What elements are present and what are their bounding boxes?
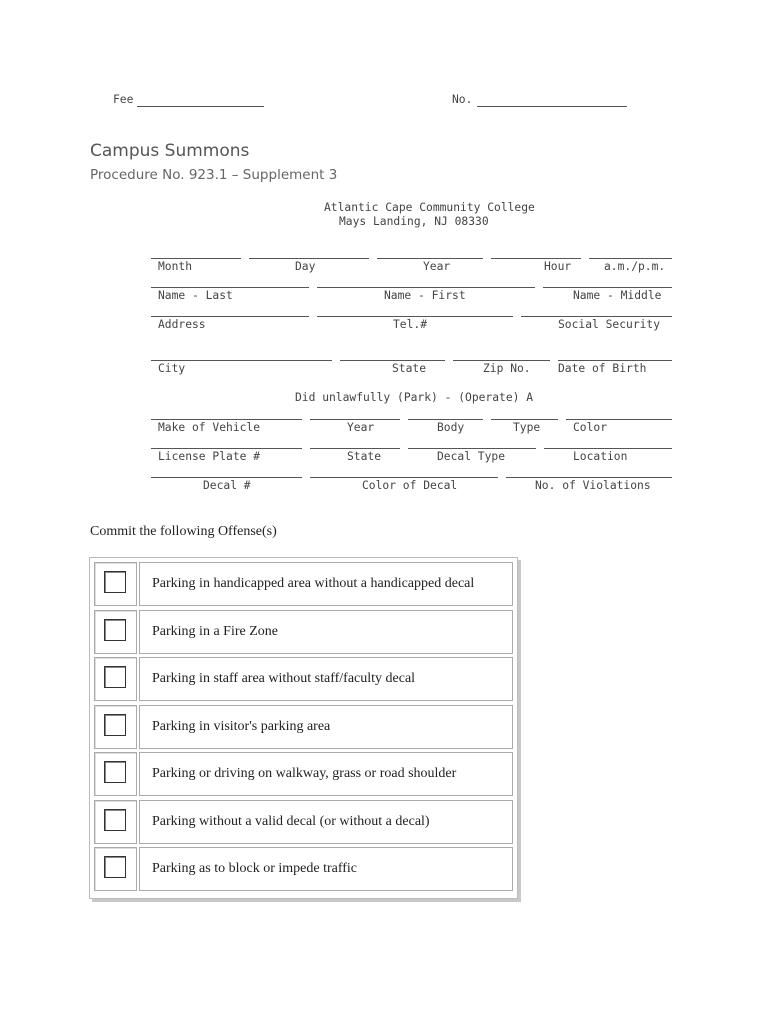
decal-type-line[interactable] bbox=[408, 448, 536, 449]
offense-checkbox-fire-zone[interactable] bbox=[104, 619, 126, 641]
zip-line[interactable] bbox=[453, 360, 550, 361]
city-label: City bbox=[158, 362, 186, 375]
checkbox-cell bbox=[94, 657, 137, 701]
offense-row bbox=[94, 800, 513, 844]
checkbox-cell bbox=[94, 847, 137, 891]
offense-cell bbox=[139, 562, 513, 606]
year-label: Year bbox=[423, 260, 451, 273]
offense-cell bbox=[139, 847, 513, 891]
page-title: Campus Summons bbox=[90, 141, 250, 161]
college-name: Atlantic Cape Community College bbox=[324, 201, 535, 214]
type-line[interactable] bbox=[491, 419, 558, 420]
offense-cell bbox=[139, 800, 513, 844]
make-line[interactable] bbox=[151, 419, 302, 420]
checkbox-cell bbox=[94, 705, 137, 749]
violations-label: No. of Violations bbox=[535, 479, 651, 492]
offense-row bbox=[94, 752, 513, 796]
hour-label: Hour bbox=[544, 260, 572, 273]
offense-row bbox=[94, 847, 513, 891]
fee-line[interactable] bbox=[137, 106, 264, 107]
offense-label: Parking in visitor's parking area bbox=[152, 719, 331, 734]
ssn-label: Social Security bbox=[558, 318, 661, 331]
checkbox-cell bbox=[94, 752, 137, 796]
name-last-line[interactable] bbox=[151, 287, 309, 288]
plate-line[interactable] bbox=[151, 448, 302, 449]
fee-label: Fee bbox=[113, 93, 134, 106]
dob-line[interactable] bbox=[558, 360, 672, 361]
name-middle-line[interactable] bbox=[543, 287, 672, 288]
dob-label: Date of Birth bbox=[558, 362, 647, 375]
offense-label: Parking as to block or impede traffic bbox=[152, 861, 358, 876]
name-middle-label: Name - Middle bbox=[573, 289, 662, 302]
no-line[interactable] bbox=[477, 106, 627, 107]
offense-checkbox-block-traffic[interactable] bbox=[104, 856, 126, 878]
offense-row bbox=[94, 562, 513, 606]
vehicle-year-label: Year bbox=[347, 421, 375, 434]
offense-label: Parking in staff area without staff/faculty decal bbox=[152, 671, 416, 686]
page-subtitle: Procedure No. 923.1 – Supplement 3 bbox=[90, 167, 338, 183]
offense-cell bbox=[139, 705, 513, 749]
plate-state-label: State bbox=[347, 450, 382, 463]
ssn-line[interactable] bbox=[521, 316, 672, 317]
state-line[interactable] bbox=[340, 360, 445, 361]
offense-checkbox-no-decal[interactable] bbox=[104, 809, 126, 831]
month-label: Month bbox=[158, 260, 193, 273]
decal-number-line[interactable] bbox=[151, 477, 302, 478]
name-last-label: Name - Last bbox=[158, 289, 233, 302]
city-line[interactable] bbox=[151, 360, 332, 361]
checkbox-cell bbox=[94, 800, 137, 844]
decal-type-label: Decal Type bbox=[437, 450, 506, 463]
offense-checkbox-handicapped[interactable] bbox=[104, 571, 126, 593]
offenses-heading: Commit the following Offense(s) bbox=[90, 524, 277, 539]
offense-label: Parking in handicapped area without a handicapped decal bbox=[152, 576, 475, 591]
college-address: Mays Landing, NJ 08330 bbox=[339, 215, 489, 228]
checkbox-cell bbox=[94, 610, 137, 654]
offense-cell bbox=[139, 610, 513, 654]
address-label: Address bbox=[158, 318, 206, 331]
year-line[interactable] bbox=[377, 258, 483, 259]
no-label: No. bbox=[452, 93, 473, 106]
tel-line[interactable] bbox=[317, 316, 513, 317]
decal-color-line[interactable] bbox=[310, 477, 498, 478]
ampm-line[interactable] bbox=[589, 258, 672, 259]
offense-cell bbox=[139, 657, 513, 701]
decal-number-label: Decal # bbox=[203, 479, 251, 492]
decal-color-label: Color of Decal bbox=[362, 479, 458, 492]
checkbox-cell bbox=[94, 562, 137, 606]
violations-line[interactable] bbox=[506, 477, 672, 478]
statement-text: Did unlawfully (Park) - (Operate) A bbox=[295, 391, 534, 404]
hour-line[interactable] bbox=[491, 258, 581, 259]
plate-state-line[interactable] bbox=[310, 448, 400, 449]
offense-row bbox=[94, 610, 513, 654]
offense-row bbox=[94, 657, 513, 701]
offense-label: Parking in a Fire Zone bbox=[152, 624, 278, 639]
color-line[interactable] bbox=[566, 419, 672, 420]
location-line[interactable] bbox=[544, 448, 672, 449]
month-line[interactable] bbox=[151, 258, 241, 259]
body-label: Body bbox=[437, 421, 465, 434]
make-label: Make of Vehicle bbox=[158, 421, 261, 434]
offense-row bbox=[94, 705, 513, 749]
name-first-label: Name - First bbox=[384, 289, 466, 302]
plate-label: License Plate # bbox=[158, 450, 261, 463]
offense-checkbox-visitor-area[interactable] bbox=[104, 714, 126, 736]
offense-label: Parking or driving on walkway, grass or road shoulder bbox=[152, 766, 457, 781]
vehicle-year-line[interactable] bbox=[310, 419, 400, 420]
location-label: Location bbox=[573, 450, 628, 463]
state-label: State bbox=[392, 362, 427, 375]
offense-cell bbox=[139, 752, 513, 796]
address-line[interactable] bbox=[151, 316, 309, 317]
zip-label: Zip No. bbox=[483, 362, 531, 375]
ampm-label: a.m./p.m. bbox=[604, 260, 666, 273]
offense-checkbox-staff-area[interactable] bbox=[104, 666, 126, 688]
name-first-line[interactable] bbox=[317, 287, 535, 288]
offenses-table bbox=[89, 557, 518, 899]
tel-label: Tel.# bbox=[393, 318, 428, 331]
day-label: Day bbox=[295, 260, 316, 273]
body-line[interactable] bbox=[408, 419, 483, 420]
day-line[interactable] bbox=[249, 258, 369, 259]
offense-label: Parking without a valid decal (or without a decal) bbox=[152, 814, 430, 829]
offense-checkbox-walkway[interactable] bbox=[104, 761, 126, 783]
type-label: Type bbox=[513, 421, 541, 434]
color-label: Color bbox=[573, 421, 608, 434]
